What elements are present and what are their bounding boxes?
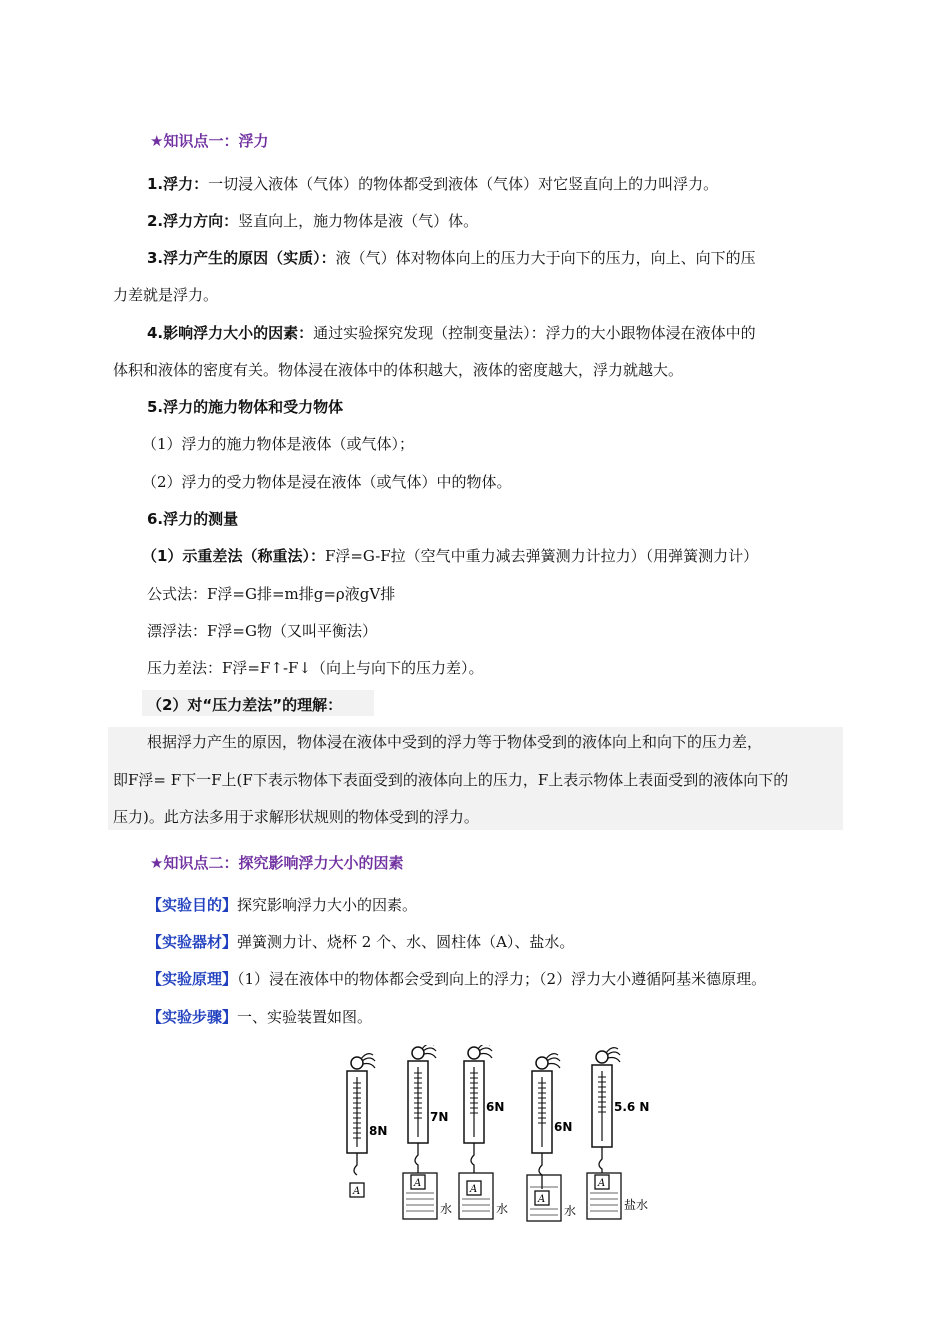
spring-scale-2 xyxy=(403,1045,452,1219)
experiment-equipment: 【实验器材】弹簧测力计、烧杯 2 个、水、圆柱体（A）、盐水。 xyxy=(147,933,575,951)
method-floating: 漂浮法：F浮=G物（又叫平衡法） xyxy=(147,622,377,640)
paragraph-cause: 3.浮力产生的原因（实质）：液（气）体对物体向上的压力大于向下的压力，向上、向下的压 xyxy=(147,249,756,267)
paragraph-cause-cont: 力差就是浮力。 xyxy=(113,286,219,304)
reading-2: 7N xyxy=(430,1110,449,1124)
liquid-label-4: 水 xyxy=(564,1204,577,1218)
reading-1: 8N xyxy=(369,1124,388,1138)
liquid-label-3: 水 xyxy=(496,1202,509,1216)
spring-scale-3 xyxy=(459,1045,508,1219)
method-2-text-3: 压力)。此方法多用于求解形状规则的物体受到的浮力。 xyxy=(113,808,479,826)
object-label-4: A xyxy=(538,1194,546,1205)
spring-scale-diagram xyxy=(330,1045,660,1235)
paragraph-factors-cont: 体积和液体的密度有关。物体浸在液体中的体积越大，液体的密度越大，浮力就越大。 xyxy=(113,361,684,379)
experiment-figure xyxy=(330,1045,660,1235)
paragraph-direction: 2.浮力方向：竖直向上，施力物体是液（气）体。 xyxy=(147,212,479,230)
object-label-2: A xyxy=(414,1178,422,1189)
experiment-steps: 【实验步骤】一、实验装置如图。 xyxy=(147,1008,373,1026)
reading-3: 6N xyxy=(486,1100,505,1114)
objects-item-2: （2）浮力的受力物体是浸在液体（或气体）中的物体。 xyxy=(142,473,512,491)
object-label-1: A xyxy=(353,1186,361,1197)
experiment-principle: 【实验原理】（1）浸在液体中的物体都会受到向上的浮力；（2）浮力大小遵循阿基米德原理。 xyxy=(147,970,767,988)
method-pressure-difference: 压力差法：F浮=F↑-F↓（向上与向下的压力差）。 xyxy=(147,659,484,677)
paragraph-factors: 4.影响浮力大小的因素：通过实验探究发现（控制变量法）：浮力的大小跟物体浸在液体中的 xyxy=(147,324,756,342)
section-title-2: ★知识点二：探究影响浮力大小的因素 xyxy=(150,854,404,872)
liquid-label-5: 盐水 xyxy=(624,1198,649,1212)
method-formula: 公式法：F浮=G排=m排g=ρ液gV排 xyxy=(147,585,396,603)
paragraph-buoyancy: 1.浮力：一切浸入液体（气体）的物体都受到液体（气体）对它竖直向上的力叫浮力。 xyxy=(147,175,719,193)
method-2-heading: （2）对“压力差法”的理解： xyxy=(147,696,343,714)
objects-item-1: （1）浮力的施力物体是液体（或气体）； xyxy=(142,435,415,453)
paragraph-objects-heading: 5.浮力的施力物体和受力物体 xyxy=(147,398,344,416)
liquid-label-2: 水 xyxy=(440,1202,453,1216)
experiment-purpose: 【实验目的】探究影响浮力大小的因素。 xyxy=(147,896,418,914)
reading-5: 5.6 N xyxy=(614,1100,650,1114)
object-label-5: A xyxy=(598,1178,606,1189)
spring-scale-5 xyxy=(587,1048,649,1219)
reading-4: 6N xyxy=(554,1120,573,1134)
method-2-text-1: 根据浮力产生的原因，物体浸在液体中受到的浮力等于物体受到的液体向上和向下的压力差， xyxy=(147,733,763,751)
method-2-text-2: 即F浮= F下一F上(F下表示物体下表面受到的液体向上的压力，F上表示物体上表面受到的液体向下的 xyxy=(113,771,789,789)
object-label-3: A xyxy=(470,1184,478,1195)
method-weighing: （1）示重差法（称重法）：F浮=G-F拉（空气中重力减去弹簧测力计拉力）（用弹簧测力计） xyxy=(142,547,759,565)
section-title-1: ★知识点一：浮力 xyxy=(150,132,269,150)
spring-scale-4 xyxy=(527,1054,576,1221)
paragraph-measure-heading: 6.浮力的测量 xyxy=(147,510,239,528)
spring-scale-1 xyxy=(347,1054,387,1197)
